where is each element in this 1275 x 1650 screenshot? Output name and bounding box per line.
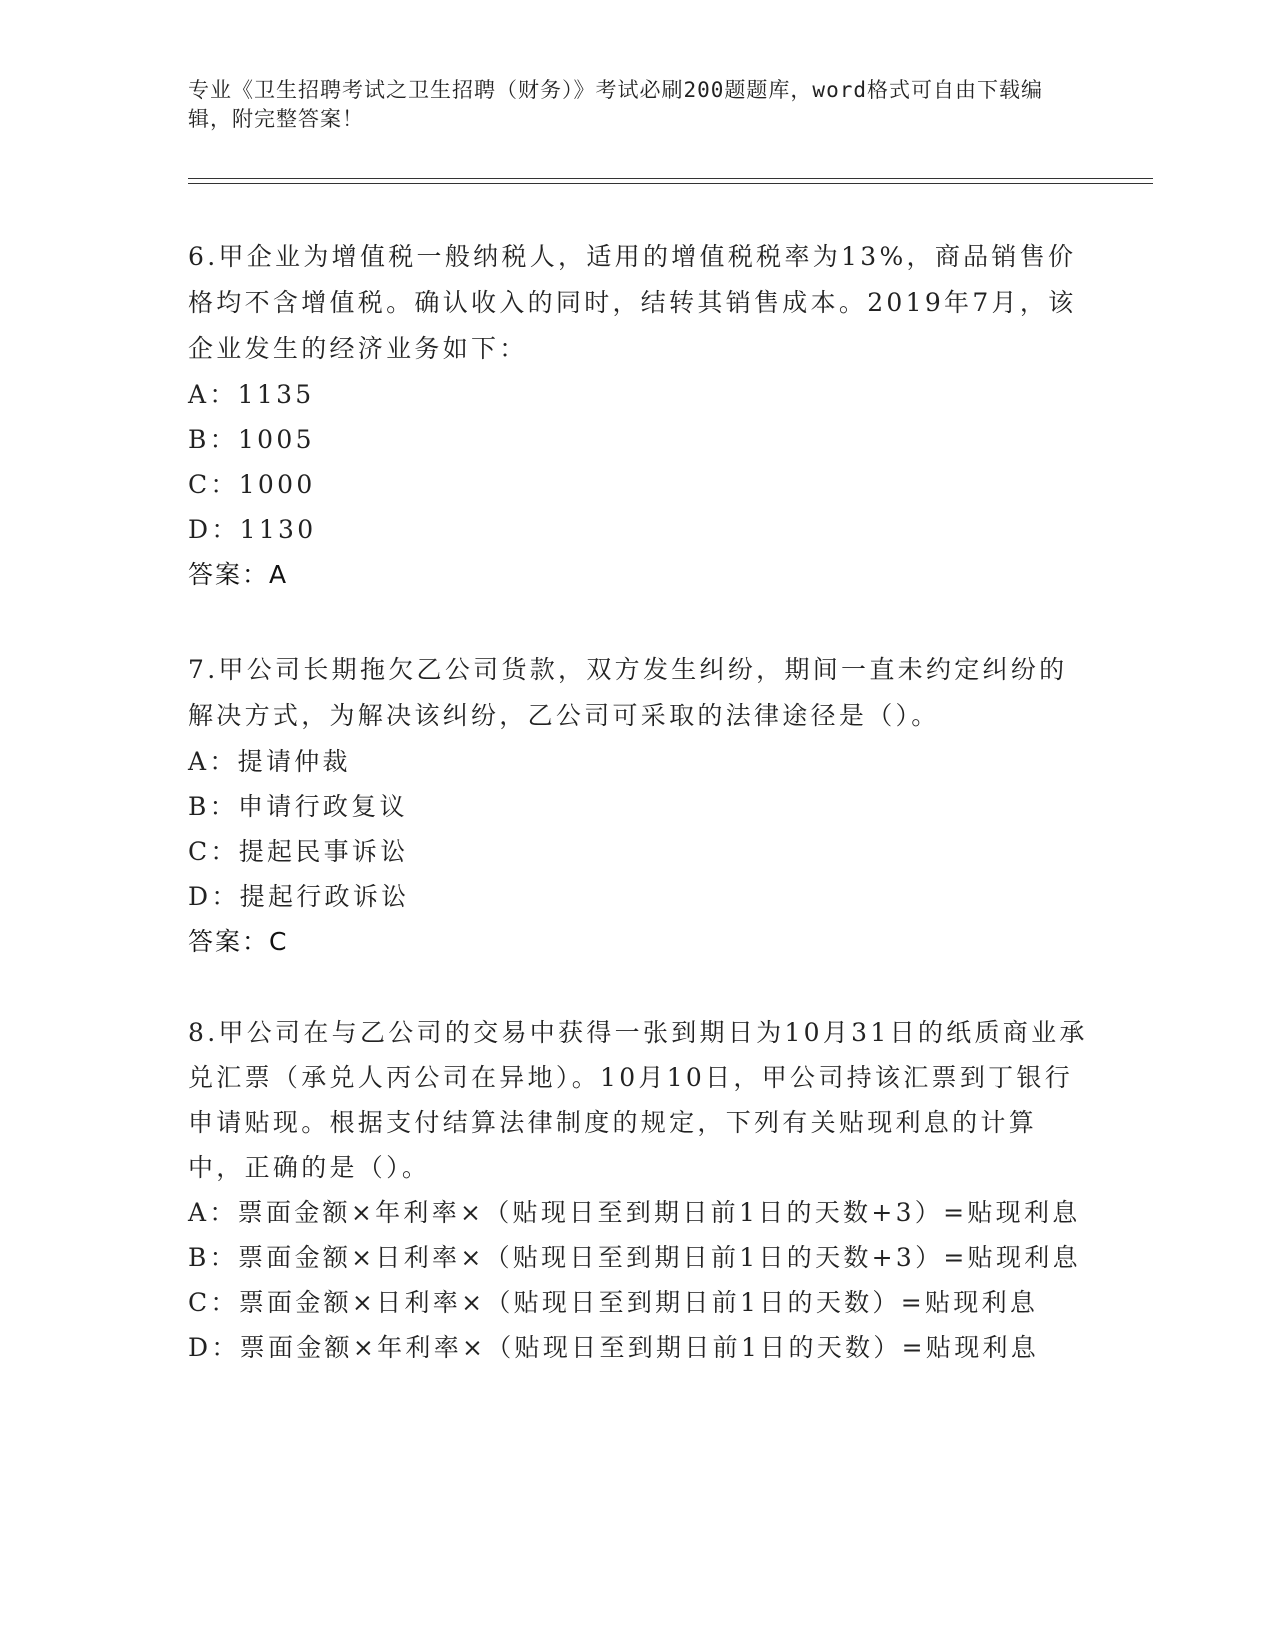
header-rule-bottom — [188, 183, 1153, 184]
answer: 答案：A — [188, 560, 289, 589]
option-c: C：票面金额×日利率×（贴现日至到期日前1日的天数）=贴现利息 — [188, 1288, 1039, 1317]
option-c: C：1000 — [188, 470, 316, 499]
answer: 答案：C — [188, 927, 289, 956]
option-b: B：申请行政复议 — [188, 792, 408, 821]
question-stem: 8.甲公司在与乙公司的交易中获得一张到期日为10月31日的纸质商业承兑汇票（承兑人丙公司在异地）。10月10日，甲公司持该汇票到丁银行申请贴现。根据支付结算法律制度的规定，下列有关贴现利息的计算中，正确的是（）。 — [188, 1018, 1088, 1182]
option-a: A：1135 — [188, 380, 315, 409]
option-b: B：票面金额×日利率×（贴现日至到期日前1日的天数+3）=贴现利息 — [188, 1243, 1081, 1272]
question-7 — [188, 647, 1088, 965]
question-8 — [188, 1010, 1088, 1370]
option-d: D：票面金额×年利率×（贴现日至到期日前1日的天数）=贴现利息 — [188, 1333, 1040, 1362]
header-rule-top — [188, 178, 1153, 179]
option-d: D：提起行政诉讼 — [188, 882, 410, 911]
question-6 — [188, 234, 1088, 598]
option-a: A：提请仲裁 — [188, 747, 351, 776]
question-stem: 6.甲企业为增值税一般纳税人，适用的增值税税率为13%，商品销售价格均不含增值税。确认收入的同时，结转其销售成本。2019年7月，该企业发生的经济业务如下： — [188, 242, 1077, 363]
option-a: A：票面金额×年利率×（贴现日至到期日前1日的天数+3）=贴现利息 — [188, 1198, 1081, 1227]
option-c: C：提起民事诉讼 — [188, 837, 409, 866]
question-stem: 7.甲公司长期拖欠乙公司货款，双方发生纠纷，期间一直未约定纠纷的解决方式，为解决该纠纷，乙公司可采取的法律途径是（）。 — [188, 655, 1068, 730]
option-b: B：1005 — [188, 425, 315, 454]
document-header: 专业《卫生招聘考试之卫生招聘（财务）》考试必刷200题题库，word格式可自由下载编辑，附完整答案！ — [188, 78, 1043, 131]
option-d: D：1130 — [188, 515, 317, 544]
